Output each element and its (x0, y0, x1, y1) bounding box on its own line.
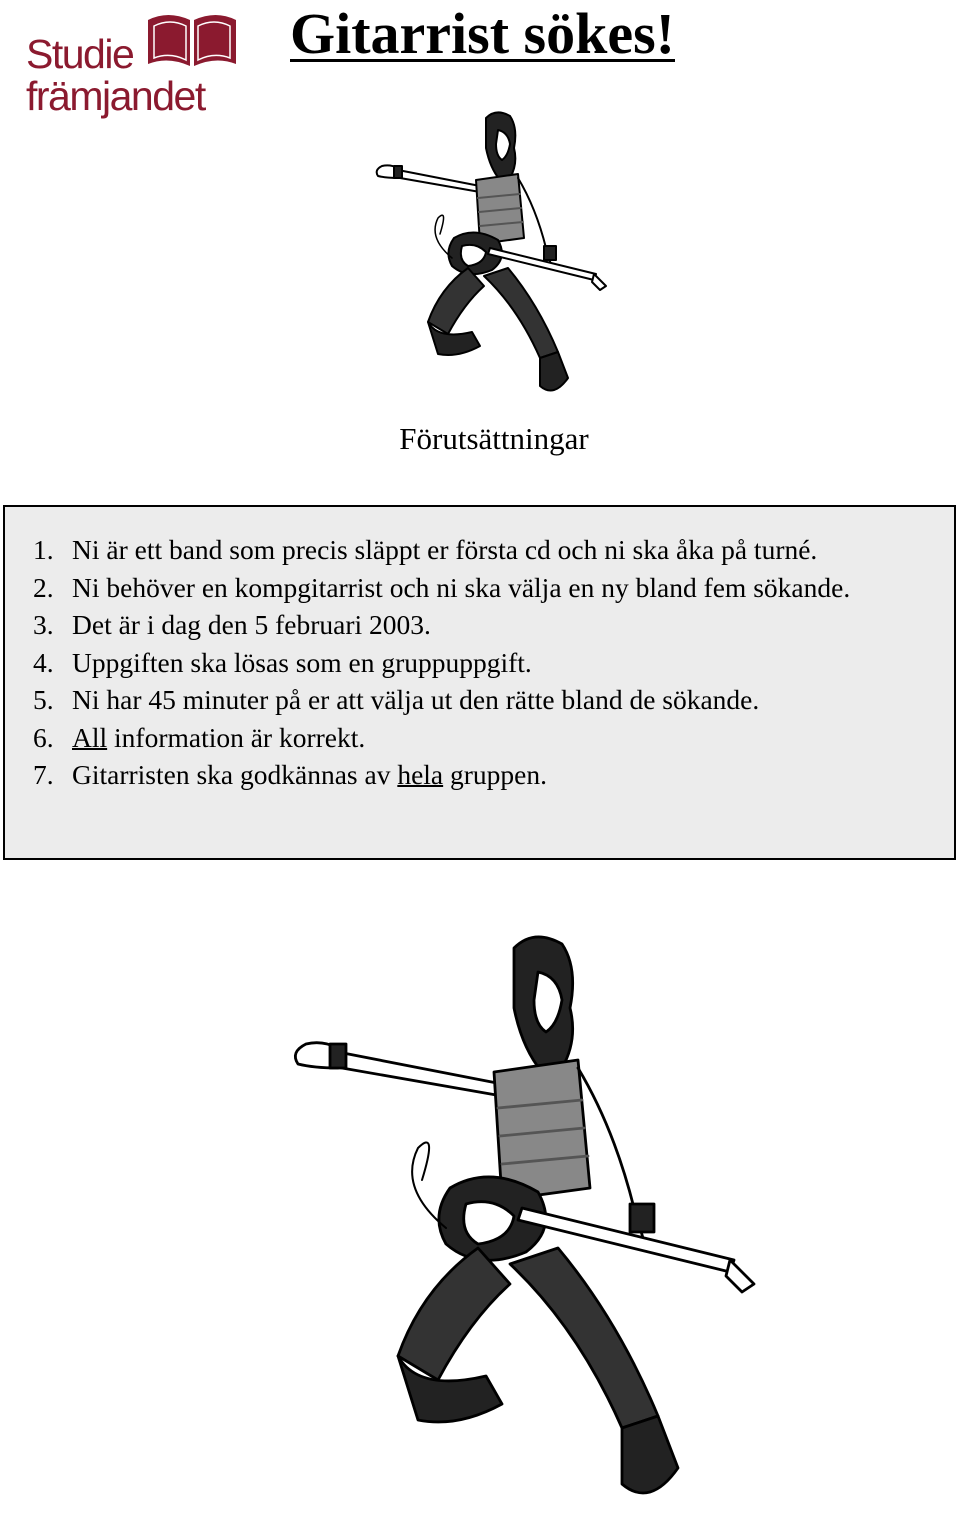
list-item (33, 681, 952, 719)
item-text (72, 719, 952, 757)
list-item (33, 644, 952, 682)
conditions-list (33, 531, 952, 794)
item-text: Ni är ett band som precis släppt er första cd och ni ska åka på turné. (72, 534, 818, 565)
item-number: 7. (33, 759, 54, 790)
section-heading: Förutsättningar (399, 421, 589, 456)
studiefrämjandet-logo (26, 6, 238, 124)
item-text: Det är i dag den 5 februari 2003. (72, 609, 431, 640)
open-book-logo-icon (144, 6, 240, 68)
item-text: Ni har 45 minuter på er att välja ut den rätte bland de sökande. (72, 684, 760, 715)
logo-text-line1: Studie (26, 31, 134, 77)
item-number: 5. (33, 684, 54, 715)
jumping-guitarist-illustration (278, 928, 758, 1518)
item-text-rest: information är korrekt. (107, 721, 366, 753)
item-number: 2. (33, 571, 54, 603)
item-number: 6. (33, 721, 54, 753)
page-title: Gitarrist sökes! (290, 1, 675, 66)
conditions-box (3, 505, 956, 860)
emphasis-underlined: All (72, 721, 108, 753)
logo-text-line2: främjandet (26, 73, 205, 119)
item-text: Uppgiften ska lösas som en gruppuppgift. (72, 646, 532, 678)
item-number: 4. (33, 646, 54, 678)
list-item (33, 719, 952, 757)
list-item (33, 606, 952, 644)
list-item (33, 569, 952, 607)
list-item (33, 756, 952, 794)
list-item (33, 531, 952, 569)
item-text-start: Gitarristen ska godkännas av (72, 759, 398, 790)
jumping-guitarist-illustration (368, 108, 608, 403)
item-number: 1. (33, 534, 54, 565)
item-text: Ni behöver en kompgitarrist och ni ska välja en ny bland fem sökande. (72, 571, 851, 603)
item-number: 3. (33, 609, 54, 640)
item-text (72, 756, 952, 794)
item-text-rest: gruppen. (443, 759, 548, 790)
emphasis-underlined: hela (397, 759, 444, 790)
